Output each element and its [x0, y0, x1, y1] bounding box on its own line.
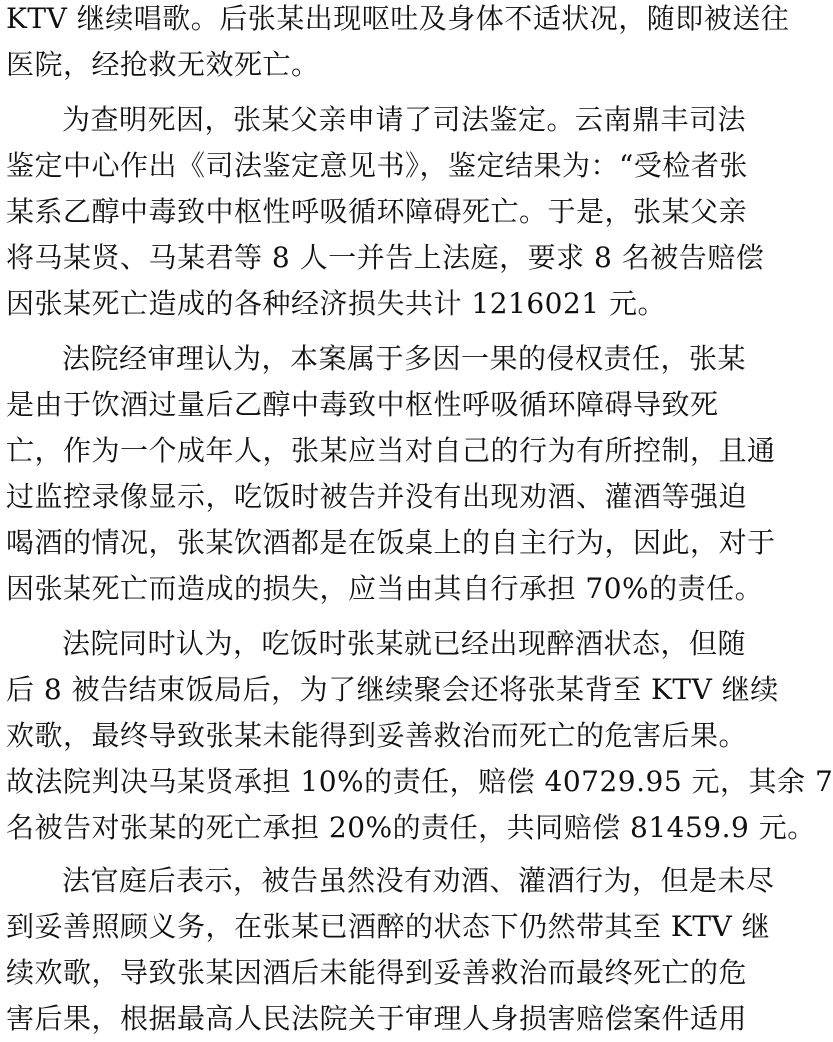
- text-line: 后 8 被告结束饭局后，为了继续聚会还将张某背至 KTV 继续: [6, 673, 779, 706]
- text-line: 过监控录像显示，吃饭时被告并没有出现劝酒、灌酒等强迫: [6, 480, 748, 513]
- text-line: 鉴定中心作出《司法鉴定意见书》，鉴定结果为：“受检者张: [6, 149, 748, 182]
- text-line: 医院，经抢救无效死亡。: [6, 48, 320, 81]
- text-line: 喝酒的情况，张某饮酒都是在饭桌上的自主行为，因此，对于: [6, 526, 776, 559]
- text-line: KTV 继续唱歌。后张某出现呕吐及身体不适状况，随即被送往: [6, 2, 790, 35]
- text-line: 将马某贤、马某君等 8 人一并告上法庭，要求 8 名被告赔偿: [6, 241, 765, 274]
- text-line: 因张某死亡而造成的损失，应当由其自行承担 70%的责任。: [6, 572, 764, 605]
- paragraph-start-line: 法院经审理认为，本案属于多因一果的侵权责任，张某: [62, 342, 747, 375]
- text-line: 害后果，根据最高人民法院关于审理人身损害赔偿案件适用: [6, 1002, 748, 1035]
- text-line: 续欢歌，导致张某因酒后未能得到妥善救治而最终死亡的危: [6, 956, 748, 989]
- text-line: 到妥善照顾义务，在张某已酒醉的状态下仍然带其至 KTV 继: [6, 910, 771, 943]
- text-line: 欢歌，最终导致张某未能得到妥善救治而死亡的危害后果。: [6, 719, 748, 752]
- text-line: 是由于饮酒过量后乙醇中毒致中枢性呼吸循环障碍导致死: [6, 388, 719, 421]
- paragraph-start-line: 法院同时认为，吃饭时张某就已经出现醉酒状态，但随: [62, 627, 747, 660]
- paragraph-start-line: 为查明死因，张某父亲申请了司法鉴定。云南鼎丰司法: [62, 103, 747, 136]
- text-line: 故法院判决马某贤承担 10%的责任，赔偿 40729.95 元，其余 7: [6, 765, 833, 798]
- text-line: 亡，作为一个成年人，张某应当对自己的行为有所控制，且通: [6, 434, 776, 467]
- text-line: 名被告对张某的死亡承担 20%的责任，共同赔偿 81459.9 元。: [6, 811, 816, 844]
- text-line: 某系乙醇中毒致中枢性呼吸循环障碍死亡。于是，张某父亲: [6, 195, 748, 228]
- text-line: 因张某死亡造成的各种经济损失共计 1216021 元。: [6, 287, 667, 320]
- paragraph-start-line: 法官庭后表示，被告虽然没有劝酒、灌酒行为，但是未尽: [62, 864, 775, 897]
